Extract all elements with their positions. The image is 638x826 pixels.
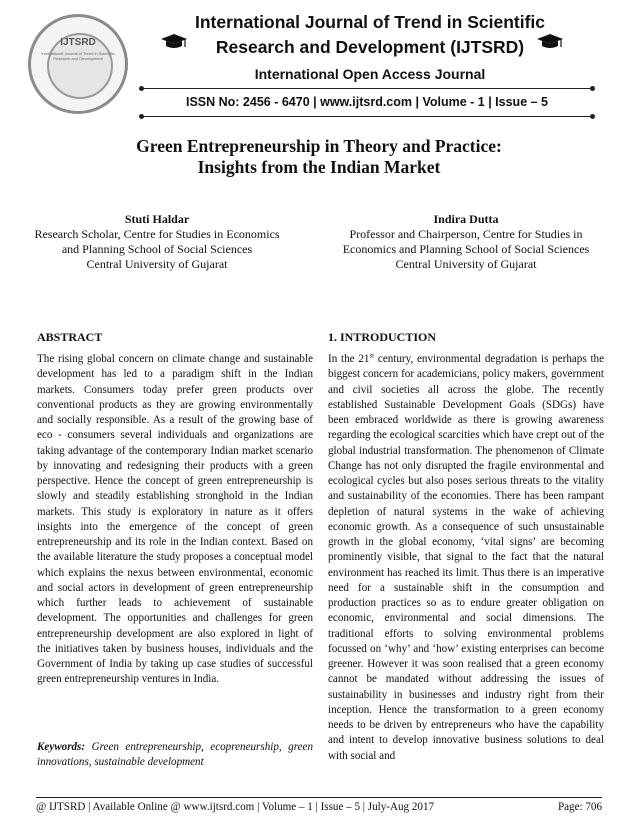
abstract-heading: ABSTRACT xyxy=(37,330,103,344)
ordinal-suffix: st xyxy=(369,351,375,360)
divider-dot xyxy=(590,86,595,91)
logo-brand-text: IJTSRD xyxy=(60,37,96,48)
issn-line: ISSN No: 2456 - 6470 | www.ijtsrd.com | Volume - 1 | Issue – 5 xyxy=(185,95,548,109)
page-number: Page: 706 xyxy=(557,801,602,813)
author-affiliation: Economics and Planning School of Social Sciences xyxy=(342,242,590,256)
header-divider-bottom xyxy=(142,116,592,117)
journal-subtitle: International Open Access Journal xyxy=(254,66,486,82)
author-affiliation: and Planning School of Social Sciences xyxy=(61,242,253,256)
author-name: Stuti Haldar xyxy=(124,212,190,226)
author-university: Central University of Gujarat xyxy=(86,257,228,271)
divider-dot xyxy=(139,86,144,91)
author-block xyxy=(7,212,307,272)
author-block xyxy=(316,212,616,272)
divider-dot xyxy=(139,114,144,119)
introduction-text xyxy=(328,352,604,764)
logo-small-text: International Journal of Trend in Scientific Research and Development xyxy=(41,51,115,61)
keywords-label: Keywords: xyxy=(37,741,86,753)
abstract-text: The rising global concern on climate change and sustainable development has led to a paradigm shift in the Indian markets. Consumers today prefer green products over conventional products as they are growing environmentally and socially responsible. As a result of the growing base of eco - consumers several individuals and organizations are taking advantage of the contemporary Indian market scenario by innovating and redesigning their products with a green perspective. Hence the concept of green entrepreneurship is slowly and steadily establishing stronghold in the Indian markets. This study is exploratory in nature as it offers insights into the emergence of the concept of green entrepreneurship and its role in the Indian context. Based on the available literature the study proposes a conceptual model which explains the nexus between environmental, economic and social actors in development of green entrepreneurship which further leads to achievement of sustainable development. The opportunities and challenges for green entrepreneurship development are also explored in light of the initiatives taken by business houses, individuals and the Government of India by taking up case studies of successful green entrepreneurship ventures in India. xyxy=(37,353,313,686)
paper-title-line2: Insights from the Indian Market xyxy=(197,157,441,177)
paper-title-line1: Green Entrepreneurship in Theory and Practice: xyxy=(136,136,502,156)
header-divider-top xyxy=(142,88,592,89)
journal-logo xyxy=(28,14,128,114)
introduction-text-body: century, environmental degradation is perhaps the biggest concern for academicians, policy makers, government and civil societies all across the globe. The recently established Sustainable Development Goals (SDGs) have been embraced worldwide as there is growing awareness regarding the ecological scarcities which have crept out of the global industrial transformation. The phenomenon of Climate Change has not only disrupted the fragile environmental and ecological cycles but also poses serious threats to the vitality and sustainability of the economies. There has been rampant depletion of natural systems in the wake of achieving economic growth. As a consequence of such unsustainable growth in the global economy, ‘vital signs’ are becoming prominently visible, that signal to the fact that the natural environment has reached its limit. Thus there is an imperative need for a sustainable shift in the consumption and production practices so as to endure greater obligation on economic, environmental and social dimensions. The traditional efforts to solving environmental problems focussed on ‘why’ and ‘how’ existing enterprises can become greener. However it was soon realised that a green economy cannot be mandated without addressing the issues of sustainability in businesses and industry right from their inception. Hence the transformation to a green economy needs to be driven by entrepreneurs who have the capability and intent to develop innovative business solutions to deal with social and xyxy=(328,353,605,762)
journal-title-line1: International Journal of Trend in Scientific xyxy=(194,12,546,32)
author-name: Indira Dutta xyxy=(433,212,499,226)
introduction-heading: 1. INTRODUCTION xyxy=(328,330,437,344)
keywords-text: Green entrepreneurship, ecopreneurship, green innovations, sustainable development xyxy=(37,741,313,769)
author-affiliation: Professor and Chairperson, Centre for Studies in xyxy=(349,227,583,241)
author-university: Central University of Gujarat xyxy=(395,257,537,271)
introduction-text-start: In the 21 xyxy=(328,353,370,365)
footer-citation: @ IJTSRD | Available Online @ www.ijtsrd.com | Volume – 1 | Issue – 5 | July-Aug 2017 xyxy=(36,801,435,813)
keywords-block xyxy=(37,740,313,771)
journal-title-line2: Research and Development (IJTSRD) xyxy=(215,37,525,57)
footer-divider xyxy=(36,797,602,798)
divider-dot xyxy=(590,114,595,119)
author-affiliation: Research Scholar, Centre for Studies in Economics xyxy=(34,227,280,241)
